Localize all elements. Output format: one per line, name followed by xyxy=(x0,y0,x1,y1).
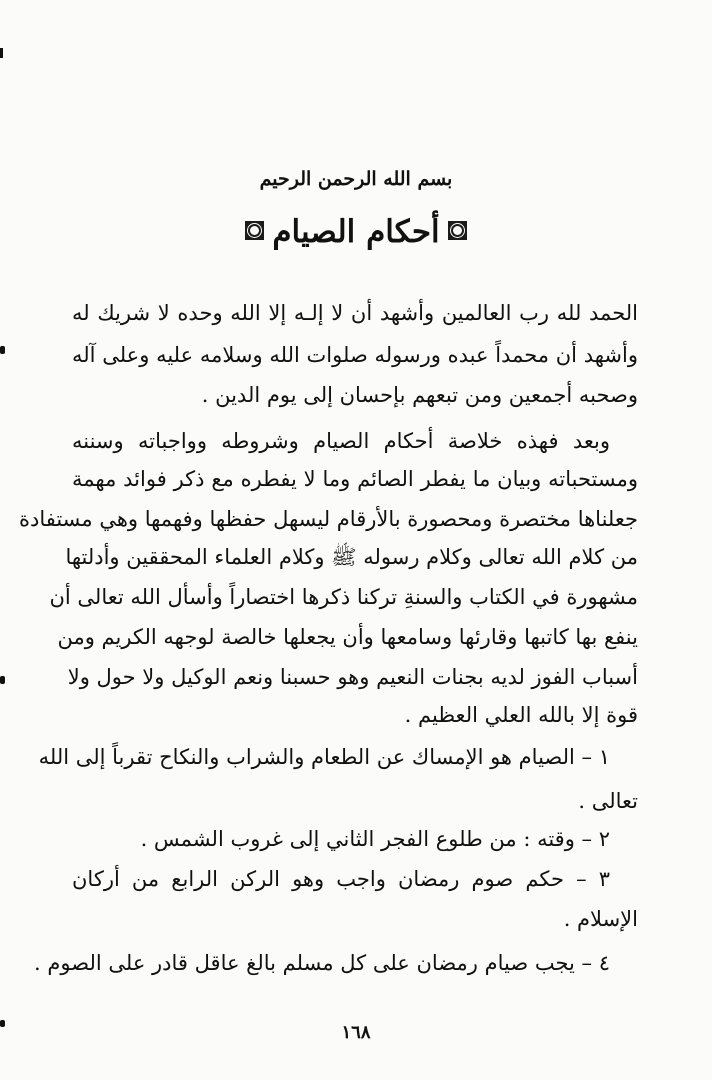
scan-mark xyxy=(0,676,5,684)
intro-line: الحمد لله رب العالمين وأشهد أن لا إلـه إلا الله وحده لا شريك له xyxy=(72,301,638,325)
rule-line: ٤ – يجب صيام رمضان على كل مسلم بالغ عاقل قادر على الصوم . xyxy=(34,951,610,975)
intro-line: وصحبه أجمعين ومن تبعهم بإحسان إلى يوم الدين . xyxy=(201,383,638,407)
scan-mark xyxy=(0,48,3,58)
body-line: قوة إلا بالله العلي العظيم . xyxy=(404,703,638,727)
body-line: مشهورة في الكتاب والسنةِ تركنا ذكرها اختصاراً وأسأل الله تعالى أن xyxy=(49,585,638,609)
body-line: جعلناها مختصرة ومحصورة بالأرقام ليسهل حفظها وفهمها وهي مستفادة xyxy=(18,507,638,531)
rule-line: الإسلام . xyxy=(563,907,638,931)
body-line: ومستحباته وبيان ما يفطر الصائم وما لا يفطره مع ذكر فوائد مهمة xyxy=(72,467,638,491)
intro-line: وأشهد أن محمداً عبده ورسوله صلوات الله وسلامه عليه وعلى آله xyxy=(72,343,638,367)
scan-mark xyxy=(0,1020,5,1027)
ornament-square-icon xyxy=(245,221,264,240)
page-number: ١٦٨ xyxy=(341,1022,371,1043)
rule-line: تعالى . xyxy=(578,789,638,813)
title-text: أحكام الصيام xyxy=(272,214,440,250)
body-line: من كلام الله تعالى وكلام رسوله ﷺ وكلام العلماء المحققين وأدلتها xyxy=(65,545,638,569)
body-line: ينفع بها كاتبها وقارئها وسامعها وأن يجعلها خالصة لوجهه الكريم ومن xyxy=(57,625,638,649)
body-line: وبعد فهذه خلاصة أحكام الصيام وشروطه وواجباته وسننه xyxy=(72,429,610,453)
rule-line: ٢ – وقته : من طلوع الفجر الثاني إلى غروب الشمس . xyxy=(140,827,610,851)
rule-line: ٣ – حكم صوم رمضان واجب وهو الركن الرابع من أركان xyxy=(72,867,610,891)
ornament-square-icon xyxy=(448,221,467,240)
body-line: أسباب الفوز لديه بجنات النعيم وهو حسبنا ونعم الوكيل ولا حول ولا xyxy=(67,665,638,689)
scan-mark xyxy=(0,346,5,354)
basmala-heading: بسم الله الرحمن الرحيم xyxy=(259,168,453,190)
page-title xyxy=(0,210,712,254)
rule-line: ١ – الصيام هو الإمساك عن الطعام والشراب والنكاح تقرباً إلى الله xyxy=(38,745,610,769)
